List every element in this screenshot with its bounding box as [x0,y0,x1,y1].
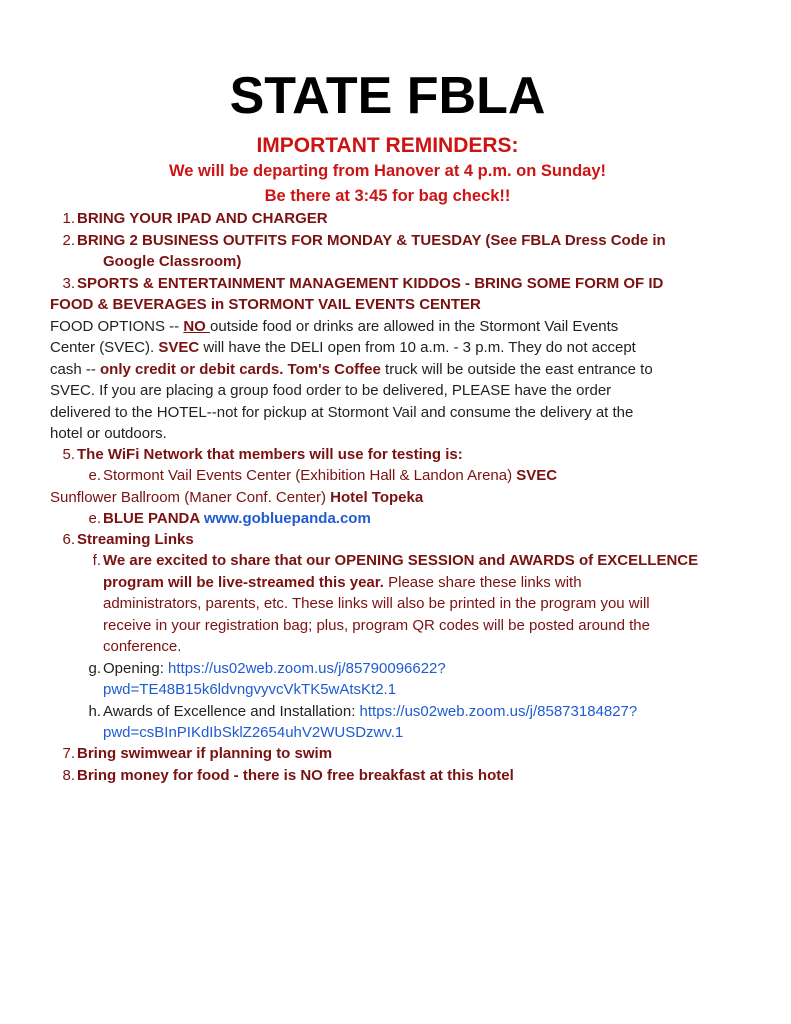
opening-link-cont[interactable]: pwd=TE48B15k6ldvngvyvcVkTK5wAtsKt2.1 [103,681,397,698]
list-letter: e. [88,510,101,527]
list-item-id: SPORTS & ENTERTAINMENT MANAGEMENT KIDDOS - BRING SOME FORM OF ID [77,275,664,292]
awards-link-line: Awards of Excellence and Installation: https://us02web.zoom.us/j/85873184827? [103,703,638,720]
list-number: 1. [62,210,75,227]
food-paragraph-line: Center (SVEC). SVEC will have the DELI open from 10 a.m. - 3 p.m. They do not accept [50,339,636,356]
streaming-line: administrators, parents, etc. These links will also be printed in the program you will [103,595,650,612]
list-letter: f. [92,552,101,569]
list-number: 3. [62,275,75,292]
opening-link-line: Opening: https://us02web.zoom.us/j/85790096622? [103,660,446,677]
wifi-hotel: Sunflower Ballroom (Maner Conf. Center) Hotel Topeka [50,489,424,506]
streaming-line: program will be live-streamed this year. Please share these links with [103,574,582,591]
list-number: 6. [62,531,75,548]
food-paragraph-line: delivered to the HOTEL--not for pickup at Stormont Vail and consume the delivery at the [50,404,634,421]
awards-link-cont[interactable]: pwd=csBInPIKdIbSklZ2654uhV2WUSDzwv.1 [103,724,404,741]
streaming-line: We are excited to share that our OPENING SESSION and AWARDS of EXCELLENCE [103,552,699,569]
wifi-heading: The WiFi Network that members will use for testing is: [77,446,463,463]
streaming-line: receive in your registration bag; plus, program QR codes will be posted around the [103,617,650,634]
list-number: 8. [62,767,75,784]
reminders-heading: IMPORTANT REMINDERS: [256,134,519,157]
list-item-outfits: BRING 2 BUSINESS OUTFITS FOR MONDAY & TUESDAY (See FBLA Dress Code in [77,232,666,249]
list-number: 7. [62,745,75,762]
list-letter: e. [88,467,101,484]
list-number: 5. [62,446,75,463]
food-paragraph-line: SVEC. If you are placing a group food order to be delivered, PLEASE have the order [50,382,612,399]
list-item-money: Bring money for food - there is NO free breakfast at this hotel [77,767,514,784]
food-heading: FOOD & BEVERAGES in STORMONT VAIL EVENTS CENTER [50,296,481,313]
departure-notice: We will be departing from Hanover at 4 p.m. on Sunday! [168,162,606,180]
list-number: 2. [62,232,75,249]
bag-check-notice: Be there at 3:45 for bag check!! [264,187,511,205]
awards-link[interactable]: https://us02web.zoom.us/j/85873184827? [359,703,638,720]
wifi-blue-panda: BLUE PANDA www.gobluepanda.com [103,510,371,527]
streaming-heading: Streaming Links [77,531,194,548]
list-letter: g. [88,660,101,677]
list-item-ipad: BRING YOUR IPAD AND CHARGER [77,210,328,227]
food-paragraph-line: FOOD OPTIONS -- NO outside food or drinks are allowed in the Stormont Vail Events [50,318,619,335]
list-item-outfits-cont: Google Classroom) [103,253,242,270]
food-paragraph-line: cash -- only credit or debit cards. Tom's Coffee truck will be outside the east entrance to [50,361,653,378]
streaming-line: conference. [103,638,182,655]
page-title: STATE FBLA [229,67,546,125]
list-item-swimwear: Bring swimwear if planning to swim [77,745,333,762]
opening-link[interactable]: https://us02web.zoom.us/j/85790096622? [168,660,446,677]
wifi-svec: Stormont Vail Events Center (Exhibition Hall & Landon Arena) SVEC [103,467,558,484]
blue-panda-link[interactable]: www.gobluepanda.com [203,510,371,527]
list-letter: h. [88,703,101,720]
food-paragraph-line: hotel or outdoors. [50,425,167,442]
